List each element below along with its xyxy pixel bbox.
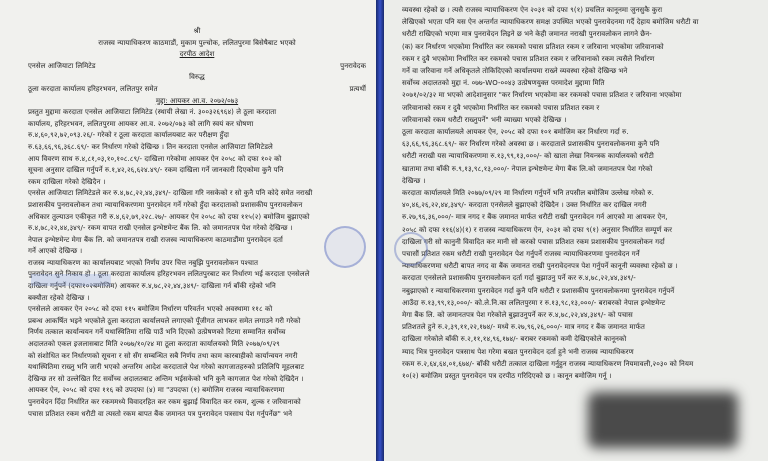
text-line: पचासौं प्रतिशत रकम धरौटी राखी पुनरावेदन पेश गर्नुपर्ने राजस्व न्यायाधिकरणमा पुनरावेदन गर्ने xyxy=(402,250,640,259)
text-line: रकम रु.२,६४,६४,०१,६७४/- बाँकी धरौटी तत्काल दाखिला गर्नुहुन राजस्व न्यायाधिकरण नियमावली,२०३० को नियम xyxy=(402,359,694,368)
text-line: दाखिला गर्नुपर्ने (दफा१०२बमोजिम) आयकर रु.४,७८,२२,४४,३४९/- दाखिला गर्न बाँकी रहेको भनि xyxy=(28,282,276,291)
case-title: मुद्दा: आयकर आ.व. २०७२/०७३ xyxy=(155,96,239,105)
court-heading: राजस्व न्यायाधिकरण काठमाडौं, मुकाम पुल्चोक, ललितपुरमा बिसेषैबाट भएको xyxy=(98,38,296,47)
text-line: (क) कर निर्धारण भएकोमा निर्धारित कर रकमको पचास प्रतिशत रकम र जरिवाना भएकोमा जरिवानाको xyxy=(402,42,664,51)
text-line: पुनरावेदन दिँदा निर्धारित कर रकममध्ये विवादरहित कर रकम बुझाई विवादित कर रकम, शुल्क र जरिवानाको xyxy=(28,398,301,406)
text-line: पुनरावेदन सुने निकाय हो । ठूला करदाता कार्यालय हरिहरभवन ललितपुरबाट कर निर्धारण भई करदाता एनसेलले xyxy=(28,270,310,279)
text-line: १०(२) बमोजिम प्रस्तुत पुनरावेदन पत्र दरपीठ गरिदिएको छ । कानून बमोजिम गर्नू । xyxy=(402,372,612,381)
respondent-role: प्रत्यर्थी xyxy=(349,84,366,93)
text-line: रु.४,६०,९२,७२,०९३.२६/- गरेको र ठूला करदाता कार्यालयबाट कर परीक्षण हुँदा xyxy=(28,131,230,140)
text-line: सूचना अनुसार दाखिल गर्नुपर्ने रु.१,४२,२६,६२४.४९/- रकम दाखिला गर्ने जानकारी दिएकोमा कुनै पनि xyxy=(28,166,284,175)
page-gutter xyxy=(376,0,384,461)
text-line: खातामा तथा बाँकी रु.९,१३,९८,१३,०००/- नेपाल इन्भेष्टमेन्ट मेगा बैंक लि.को जमानतपत्र पेश गरेको xyxy=(402,164,653,173)
text-line: पचास प्रतिशत रकम धरौटी वा त्यस्तो रकम बापत बैंक जमानत पत्र पुनरावेदन पत्रसाथ पेश गर्नुपर्नेछ" भने xyxy=(28,409,293,418)
text-line: अदालतको एकल इजलासबाट मिति २०७७/१०/२४ मा ठूला करदाता कार्यालयको मिति २०७७/०९/२९ xyxy=(28,340,280,349)
left-body xyxy=(28,107,366,420)
text-line: सर्वोच्च अदालतको मुद्दा नं. ०७७-WO-००४३ उत्प्रेषणयुक्त परमादेश मुद्दामा मिति xyxy=(402,79,605,88)
text-line: देखिन्छ तर सो उल्लेखित रिट सर्वोच्च अदालतबाट अन्तिम भईसकेको भनि कुनै कागजात पेश गरेको देखिदैन । xyxy=(28,374,304,383)
petitioner-name: एनसेल आजियाटा लिमिटेड xyxy=(28,61,96,70)
text-line: प्रबन्ध आकर्षित भइने भएकोले ठूला करदाता कार्यालयले लगाएको पूँजीगत लाभकर समेत लगाउने गरी गरेको xyxy=(28,316,301,325)
text-line: प्रतिशतले हुने रु.२,३९,११,२२,१७४/- मध्ये रु.२७,९६,२६,०००/- मात्र नगद र बैंक जमानत मार्फत xyxy=(402,323,645,332)
text-line: गर्ने आएको देखिन्छ । xyxy=(28,247,83,256)
text-line: एनसेल आजियाटा लिमिटेडले कर रु.४,७८,२२,४४,३४९/- दाखिला गरि नसकेको र सो कुनै पनि कोदे समेत नराखी xyxy=(28,189,313,198)
text-line: ६३,६६,९६,३६८.६९/- कर निर्धारण गरेको अवस्था छ । करदाताले प्रशासकीय पुनरावलोकनमा कुनै पनि xyxy=(402,140,660,149)
text-line: रु.४,७८,२२,४४,३४९/- रकम वापत राखी एनसेल इन्भेष्टमेन्ट बैंक लि. को जमानतपत्र पेश गरेको देखिन्छ । xyxy=(28,224,293,233)
highlight-mark xyxy=(31,274,111,286)
text-line: धरौटी नराखी यस न्यायाधिकरणमा रु.१३,९९,१३,०००/- को खाता लेखा नियन्त्रक कार्यालयको धरौटी xyxy=(402,152,654,161)
stamp-seal xyxy=(324,226,366,268)
text-line: २०५८ को दफा ११६(४)(१) र राजस्व न्यायाधिकरण ऐन, २०३१ को दफा ९(१) अनुसार निर्धारित सम्पूर्ण कर xyxy=(402,225,673,234)
petitioner-role: पुनरावेदक xyxy=(340,61,366,70)
text-line: जरिवानाको रकम र दुवै भएकोमा निर्धारित कर रकमको पचास प्रतिशत रकम र xyxy=(402,103,600,112)
text-line: नबुझाएको र न्यायाधिकरणमा पुनरावेदन गर्दा कुनै पनि धरौटी र प्रशासकीय पुनरावलोकनमा पुनरावेदन गर्नुपर्ने xyxy=(402,286,675,295)
text-line: प्रस्तुत मुद्दामा करदाता एनसेल आजियाटा लिमिटेड (स्थायी लेखा नं. ३००३२६९६४) ले ठूला करदाता xyxy=(28,108,277,117)
shri-heading: श्री xyxy=(193,27,201,35)
text-line: मेगा बैंक लि. को जमानतपत्र पेश गरेकोले बुझाउनुपर्ने कर रु.४,७८,२२,४४,३४९/- को पचास xyxy=(402,311,633,320)
text-line: यथास्थितिमा राख्नु भनि जारी भएको अन्तरिम आदेश करदाताले पेश गरेको कागजातहरुको प्रतिलिपि मूहलबाट xyxy=(28,363,305,372)
text-line: म्याद भित्र पुनरावेदन पत्रसाथ पेश गरेमा बखत पुनरावेदन दर्ता हुने भनी राजस्व न्यायाधिकरण xyxy=(402,347,634,356)
text-line: न्यायाधिकरणमा धरौटी बापत नगद वा बैंक जमानत राखी पुनरावेदनपत्र पेश गर्नुपर्ने कानूनी व्यवस्था रहेको छ । xyxy=(402,262,678,271)
text-line: करदाता कार्यालयले मिति २०७७/०९/२९ मा निर्धारण गर्नुपर्ने भनि तपसील बमोजिम उल्लेख गरेको रु. xyxy=(402,189,654,198)
versus-label: विरुद्ध xyxy=(189,73,205,82)
left-page xyxy=(0,0,376,461)
text-line: ४०,४६,२६,२२,४४,३४९/- करदाता एनसेलले बुझाएको देखिदैन । उक्त निर्धारित कर दाखिल नगरी xyxy=(402,201,647,210)
text-line: आयकर ऐन, २०५८ को दफा ११६ को उपदफा (४) मा "उपदफा (१) बमोजिम राजस्व न्यायाधिकरणमा xyxy=(28,386,285,395)
text-line: धरौटी राखिएको भएमा मात्र पुनरावेदन लिइने छ भने केही जमानत नराखी पुनरावलोकन लागने छैन- xyxy=(402,30,652,39)
text-line: लेखिएको भएता पनि यस ऐन अन्तर्गत न्यायाधिकरण समक्ष उपस्थित भएको पुनरावेदनमा गर्दै देहाय बमोजिम धरौटी वा xyxy=(402,18,699,27)
text-line: दाखिला गरेकोले बाँकी रु.२,११,१४,९६,१७४/- बराबर रकमको कमी देखिएकोले कानूनको xyxy=(402,335,627,344)
petitioner-row xyxy=(28,61,366,73)
text-line: आउँदा रु.१३,९९,१३,०००/- को.ले.नि.का ललितपुरमा र रु.१३,९८,१३,०००/- बराबरको नेपाल इन्भेष्टमेन्ट xyxy=(402,298,666,307)
text-line: ठूला करदाता कार्यालयले आयकर ऐन, २०५८ को दफा १०१ बमोजिम कर निर्धारण गर्दा रु. xyxy=(402,128,629,137)
text-line: रकम दाखिला गरेको देखिदैन । xyxy=(28,177,106,186)
text-line: अधिकार तुल्याउन एकीकृत गरी रु.४,६२,७९,२२८.२७/- आयकर ऐन २०५८ को दफा ११५(२) बमोजिम बुझाएको xyxy=(28,212,310,221)
text-line: देखिन्छ । xyxy=(402,176,426,185)
text-line: निर्णय तत्काल कार्यान्वयन गर्ने यथास्थितिमा राखि पाउँ भनि दिएको उत्प्रेषणको रिटमा सम्मानित सर्वोच्च xyxy=(28,328,286,337)
text-line: आय विवरण साथ रु.४,८१,०३,१०,१०८.८९/- दाखिला गरेकोमा आयकर ऐन २०५८ को दफा १०२ को xyxy=(28,154,282,163)
text-line: रु.२७,९६,३६,०००/- मात्र नगद र बैंक जमानत मार्फत धरौटी राखी पुनरावेदन गर्न आएको मा आयकर ऐन, xyxy=(402,213,668,222)
text-line: दाखिला गरी सो कानुनी विवादित कर मानी सो करको पचास प्रतिशत रकम प्रशासकीय पुनरावलोकन गर्दा xyxy=(402,237,665,246)
text-line: बक्यौता रहेको देखिन्छ । xyxy=(28,293,90,302)
text-line: जरिवानाको रकम धरौटी राख्नुपर्ने" भनी व्याख्या भएको देखिन्छ । xyxy=(402,115,567,124)
respondent-name: ठूला करदाता कार्यालय हरिहरभवन, ललितपुर समेत xyxy=(28,84,158,93)
text-line: रु.६३,६६,९६,३६८.६९/- कर निर्धारण गरेको देखिन्छ । तिन करदाता एनसेल आजियाटा लिमिटेडले xyxy=(28,142,273,151)
text-line: करदाता एनसेलले प्रशासकीय पुनरावलोकन दर्ता गर्दा बुझाउनु पर्ने कर रु.४,७८,२२,४४,३४९/- xyxy=(402,274,636,283)
text-line: कार्यालय, हरिहरभवन, ललितपुरमा आयकर आ.व. २०७२/०७३ को लागि स्वयं कर घोषणा xyxy=(28,119,254,128)
stamp-seal-2 xyxy=(394,232,428,266)
redacted-signature xyxy=(588,392,738,448)
text-line: रकम र दुवै भएकोमा निर्धारित कर रकमको पचास प्रतिशत रकम र जरिवानाको रकम त्यसैले निर्धारण xyxy=(402,54,655,63)
text-line: गर्ने वा जरिवाना गर्ने अधिकृतले तोकिदिएको कार्यालयमा राख्ने व्यवस्था रहेको देखिन्छ भने xyxy=(402,67,628,76)
text-line: २०७१/०२/३२ मा भएको आदेशानुसार "कर निर्धारण भएकोमा कर रकमको पचास प्रतिशत र जरिवाना भएकोमा xyxy=(402,91,682,100)
text-line: को संशोधित कर निर्धारणको सूचना र सो सँग सम्बन्धित सबै निर्णय तथा काम कारबाहीको कार्यान्वयन नगरी xyxy=(28,351,298,360)
text-line: एनसेलले आयकर ऐन २०५८ को दफा ११५ बमोजिम निर्धारण परिवर्तन भएको अवस्थामा ११८ को xyxy=(28,305,273,314)
text-line: व्यवस्था रहेको छ । त्यसै राजस्व न्यायाधिकरण ऐन २०३१ को दफा ९(१) प्रचलित कानूनमा जुनसुकै कुरा xyxy=(402,6,663,14)
order-heading: दरपीठ आदेश xyxy=(179,50,215,59)
right-body xyxy=(402,4,754,382)
text-line: प्रशासकीय पुनरावलोकन तथा न्यायाधिकरणमा पुनरावेदन गर्ने गरेको हुँदा करदाताको प्रशासकीय पुनरावलोकन xyxy=(28,200,303,209)
respondent-row xyxy=(28,84,366,96)
text-line: नेपाल इन्भेष्टमेन्ट मेगा बैंक लि. को जमानतपत्र राखी राजस्व न्यायाधिकरण काठमाडौंमा पुनरावेदन दर्ता xyxy=(28,235,283,244)
text-line: राजस्व न्यायाधिकरण का कार्यालयबाट भएको निर्णय उपर चित्त नबुझि पुनरावलोकन पश्चात xyxy=(28,258,259,267)
